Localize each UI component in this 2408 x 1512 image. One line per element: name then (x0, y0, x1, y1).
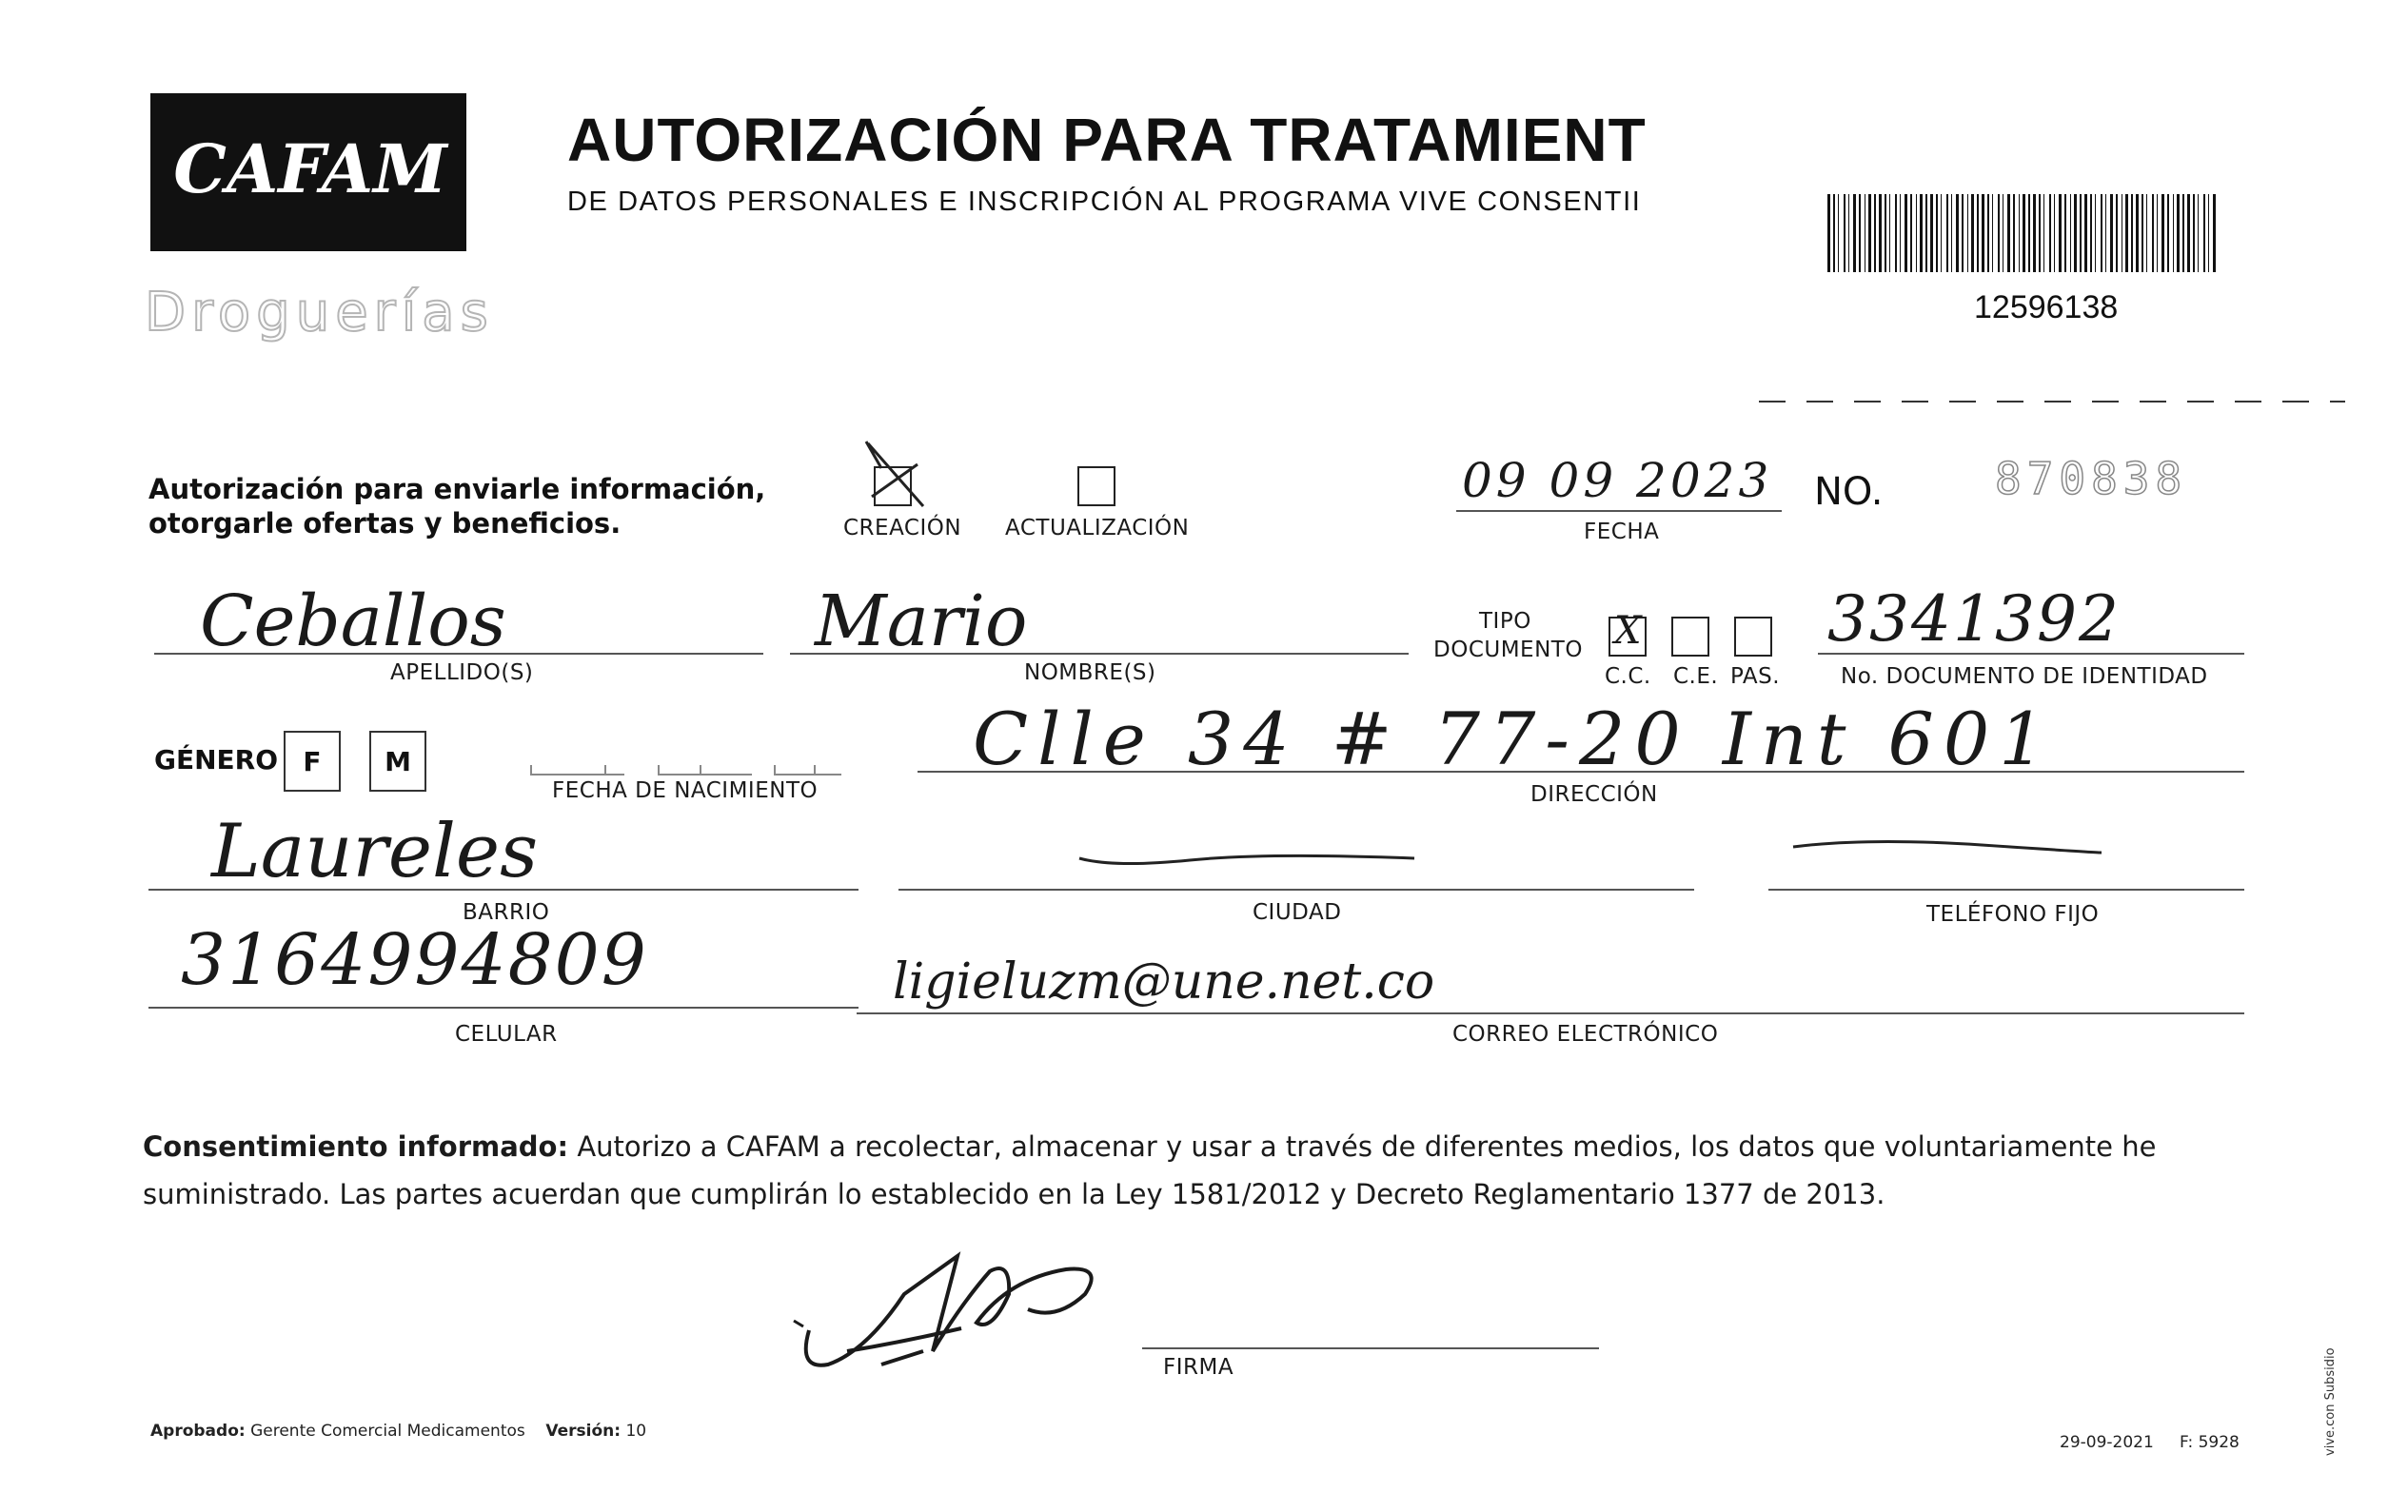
barcode-bar (2080, 194, 2082, 272)
barcode-bar (1936, 194, 1938, 272)
celular-value: 3164994809 (181, 919, 648, 1001)
barcode-bar (1920, 194, 1923, 272)
barcode-bar (1977, 194, 1979, 272)
barcode-bar (2152, 194, 2154, 272)
barcode-bar (1905, 194, 1907, 272)
fecha-line (1456, 510, 1782, 512)
barcode-bar (1879, 194, 1882, 272)
cafam-logo-wordmark (168, 112, 453, 226)
documento-label: No. DOCUMENTO DE IDENTIDAD (1841, 664, 2208, 689)
barcode-bar (1833, 194, 1835, 272)
direccion-line (918, 771, 2244, 773)
side-vertical-text (2320, 1237, 2339, 1456)
dashed-separator (1759, 400, 2345, 403)
consent-title: Consentimiento informado: (143, 1130, 569, 1163)
documento-line (1818, 653, 2244, 655)
barcode-bar (2095, 194, 2096, 272)
barcode-bar (2054, 194, 2055, 272)
barcode-bar (2136, 194, 2139, 272)
barcode-bar (2182, 194, 2184, 272)
barrio-label: BARRIO (463, 900, 550, 925)
barcode (1827, 194, 2218, 272)
actualizacion-checkbox[interactable] (1077, 466, 1115, 506)
barcode-bar (2125, 194, 2128, 272)
barcode-bar (1925, 194, 1927, 272)
barcode-bar (2161, 194, 2164, 272)
barcode-bar (2131, 194, 2133, 272)
barcode-bar (1868, 194, 1871, 272)
barcode-bar (1916, 194, 1917, 272)
barcode-bar (1998, 194, 2000, 272)
barcode-bar (1859, 194, 1861, 272)
barcode-bar (1895, 194, 1897, 272)
barcode-bar (2028, 194, 2030, 272)
ce-label: C.E. (1673, 664, 1719, 689)
barcode-number: 12596138 (1974, 289, 2119, 325)
ciudad-line (898, 889, 1694, 891)
barrio-value: Laureles (211, 809, 539, 894)
barcode-bar (2146, 194, 2147, 272)
barcode-bar (1967, 194, 1968, 272)
numero-value: 870838 (1995, 453, 2188, 504)
nombres-label: NOMBRE(S) (1024, 660, 1156, 685)
telefono-line (1768, 889, 2244, 891)
barcode-bar (1874, 194, 1876, 272)
barcode-bar (2039, 194, 2041, 272)
cc-label: C.C. (1605, 664, 1651, 689)
page-subtitle: DE DATOS PERSONALES E INSCRIPCIÓN AL PROGRAMA VIVE CONSENTII (567, 187, 1642, 217)
ciudad-label: CIUDAD (1253, 900, 1342, 925)
barcode-bar (1971, 194, 1974, 272)
barcode-bar (1910, 194, 1912, 272)
consent-paragraph (143, 1123, 2256, 1218)
barcode-bar (1951, 194, 1952, 272)
barcode-bar (1992, 194, 1993, 272)
barcode-bar (1853, 194, 1856, 272)
barcode-bar (1900, 194, 1901, 272)
numero-label: NO. (1814, 470, 1884, 514)
barcode-bar (2203, 194, 2205, 272)
creacion-label: CREACIÓN (843, 516, 962, 540)
barcode-bar (2084, 194, 2087, 272)
aprobado-label: Aprobado: (150, 1422, 246, 1441)
barcode-bar (1962, 194, 1964, 272)
authorization-line2: otorgarle ofertas y beneficios. (148, 507, 622, 540)
ce-checkbox[interactable] (1671, 617, 1709, 657)
barcode-bar (2177, 194, 2180, 272)
consent-text: Autorizo a CAFAM a recolectar, almacenar y usar a través de diferentes medios, los datos que voluntariamente he suministrado. Las partes acuerdan que cumplirán lo establecido en la Ley 1581/2012 y Decreto Reglamentario 1377 de 2013. (143, 1130, 2157, 1210)
barcode-bar (2070, 194, 2071, 272)
correo-value: ligieluzm@une.net.co (893, 953, 1435, 1011)
cc-check-mark: X (1614, 609, 1642, 653)
barcode-bar (2101, 194, 2102, 272)
footer-date: 29-09-2021 (2060, 1433, 2154, 1452)
barcode-bar (2023, 194, 2025, 272)
footer-approval (150, 1422, 646, 1441)
barcode-bar (2059, 194, 2062, 272)
authorization-line1: Autorización para enviarle información, (148, 473, 766, 505)
sub-brand: Droguerías (145, 282, 494, 344)
barcode-bar (1982, 194, 1984, 272)
fecha-label: FECHA (1584, 520, 1660, 544)
authorization-text (148, 472, 765, 540)
ciudad-dash-stroke (1076, 837, 1418, 875)
barcode-bar (2074, 194, 2077, 272)
signature (790, 1237, 1190, 1380)
pas-label: PAS. (1730, 664, 1781, 689)
barcode-bar (2007, 194, 2010, 272)
barcode-bar (2043, 194, 2044, 272)
barcode-bar (2116, 194, 2118, 272)
logo-text: CAFAM (173, 129, 447, 208)
barcode-bar (2105, 194, 2106, 272)
correo-label: CORREO ELECTRÓNICO (1452, 1022, 1719, 1047)
direccion-label: DIRECCIÓN (1530, 782, 1658, 807)
aprobado-value: Gerente Comercial Medicamentos (250, 1422, 525, 1441)
firma-label: FIRMA (1163, 1355, 1234, 1380)
tipo-documento-label-1: TIPO (1479, 609, 1531, 634)
barcode-bar (2110, 194, 2113, 272)
tipo-documento-label-2: DOCUMENTO (1433, 638, 1583, 662)
genero-m-option[interactable]: M (369, 731, 426, 792)
barcode-bar (2208, 194, 2209, 272)
celular-line (148, 1007, 859, 1009)
barcode-bar (2213, 194, 2216, 272)
barcode-bar (2019, 194, 2020, 272)
version-label: Versión: (545, 1422, 622, 1441)
firma-line (1142, 1347, 1599, 1349)
barcode-bar (2142, 194, 2143, 272)
barcode-bar (2157, 194, 2158, 272)
barcode-bar (2013, 194, 2015, 272)
version-value: 10 (625, 1422, 647, 1441)
apellidos-value: Ceballos (200, 580, 506, 662)
barcode-bar (2193, 194, 2195, 272)
barcode-bar (1838, 194, 1839, 272)
footer-form-code: F: 5928 (2180, 1433, 2240, 1452)
apellidos-label: APELLIDO(S) (390, 660, 534, 685)
creacion-check-mark-icon (862, 440, 931, 512)
nombres-value: Mario (815, 580, 1028, 662)
barcode-bar (1885, 194, 1886, 272)
fecha-nacimiento-label: FECHA DE NACIMIENTO (552, 778, 819, 803)
barcode-bar (1956, 194, 1959, 272)
nombres-line (790, 653, 1409, 655)
correo-line (857, 1012, 2244, 1014)
barcode-bar (2187, 194, 2190, 272)
barcode-bar (1930, 194, 1933, 272)
barcode-bar (2049, 194, 2051, 272)
side-text: vive.con Subsidio (2323, 1347, 2338, 1456)
genero-label: GÉNERO (154, 744, 279, 776)
fecha-value: 09 09 2023 (1462, 453, 1773, 508)
barcode-bar (2064, 194, 2066, 272)
actualizacion-label: ACTUALIZACIÓN (1005, 516, 1190, 540)
barcode-bar (2033, 194, 2036, 272)
barcode-bar (2167, 194, 2169, 272)
documento-value: 3341392 (1827, 582, 2121, 656)
fecha-nacimiento-ticks (529, 742, 843, 780)
barrio-line (148, 889, 859, 891)
barcode-bar (1941, 194, 1942, 272)
pas-checkbox[interactable] (1734, 617, 1772, 657)
barcode-bar (2198, 194, 2199, 272)
genero-f-option[interactable]: F (284, 731, 341, 792)
barcode-bar (1827, 194, 1830, 272)
barcode-bar (1987, 194, 1989, 272)
barcode-bar (1946, 194, 1948, 272)
apellidos-line (154, 653, 763, 655)
direccion-value: Clle 34 # 77-20 Int 601 (973, 697, 2055, 781)
barcode-bar (1889, 194, 1890, 272)
telefono-fijo-label: TELÉFONO FIJO (1926, 902, 2100, 927)
barcode-bar (1844, 194, 1845, 272)
barcode-bar (1848, 194, 1849, 272)
telefono-dash-stroke (1791, 834, 2105, 862)
barcode-bar (2173, 194, 2174, 272)
page-title: AUTORIZACIÓN PARA TRATAMIENT (567, 106, 1647, 174)
celular-label: CELULAR (455, 1022, 558, 1047)
barcode-bar (2090, 194, 2092, 272)
